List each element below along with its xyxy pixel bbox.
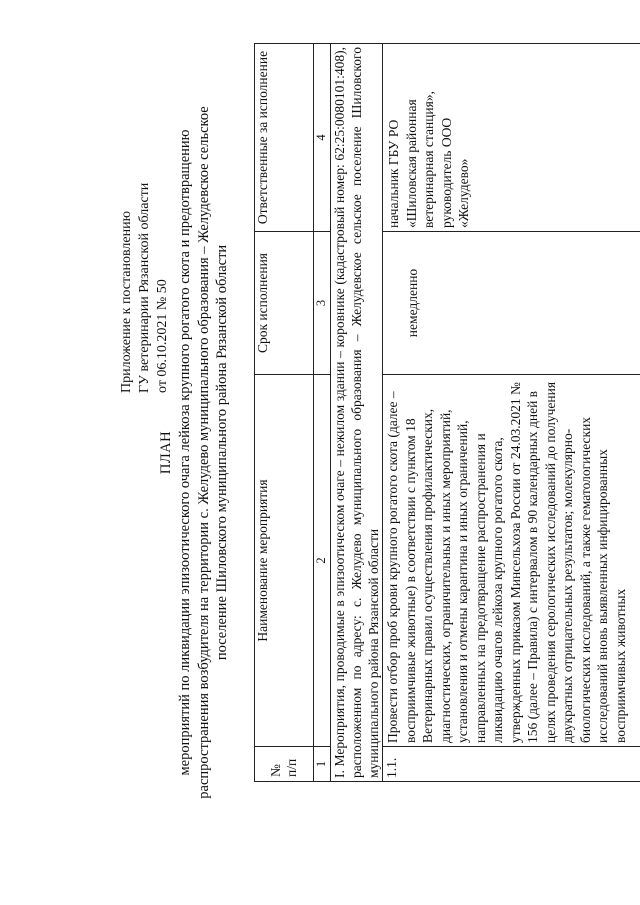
row-1-name: Провести отбор проб крови крупного рогатого скота (далее – восприимчивые животные) в соответствии с пунктом 18 Ветеринарных правил осуществления профилактических, диагностических, ограничительных и иных мероприятий, установления и отмены карантина и иных ограничений, направленных на предотвращение распространения и ликвидацию очагов лейкоза крупного рогатого скота, утвержденных приказом Минсельхоза России от 24.03.2021 № 156 (далее – Правила) с интервалом в 90 календарных дней в целях проведения серологических исследований до получения двукратных отрицательных результатов; молекулярно-биологических исследований, а также гематологических исследований вновь выявленных инфицированных восприимчивых животных (383, 375, 640, 747)
section-row (331, 44, 383, 782)
header-term: Срок исполнения (255, 232, 314, 375)
row-1-responsible: начальник ГБУ РО «Шиловская районная ветеринарная станция», руководитель ООО «Желудево» (383, 44, 640, 232)
column-index-3: 3 (314, 232, 331, 375)
table-row (383, 44, 640, 782)
section-1-heading: I. Мероприятия, проводимые в эпизоотическом очаге – нежилом здании – коровнике (кадастровый номер: 62:25:0080101:408), расположенном по адресу: с. Желудево муниципального образования – Желудевское сельское поселение Шиловского муниципального района Рязанской области (331, 44, 383, 782)
plan-heading: ПЛАН (158, 430, 174, 475)
column-index-row (314, 44, 331, 782)
appendix-line-3: от 06.10.2021 № 50 (155, 279, 170, 393)
title-line-1: мероприятий по ликвидации эпизоотического очага лейкоза крупного рогатого скота и предотвращению (177, 129, 193, 776)
appendix-line-2: ГУ ветеринарии Рязанской области (137, 182, 152, 393)
title-line-3: поселение Шиловского муниципального района Рязанской области (214, 244, 230, 661)
row-1-num: 1.1. (383, 747, 640, 782)
table-header-row (255, 44, 314, 782)
header-responsible: Ответственные за исполнение (255, 44, 314, 232)
header-num: № п/п (255, 747, 314, 782)
column-index-1: 1 (314, 747, 331, 782)
title-line-2: распространения возбудителя на территории с. Желудево муниципального образования – Желудевское сельское (195, 106, 212, 799)
appendix-line-1: Приложение к постановлению (119, 210, 134, 393)
header-name: Наименование мероприятия (255, 375, 314, 747)
plan-title (176, 0, 232, 905)
measures-table (254, 43, 640, 782)
column-index-2: 2 (314, 375, 331, 747)
column-index-4: 4 (314, 44, 331, 232)
row-1-term: немедленно (383, 232, 640, 375)
